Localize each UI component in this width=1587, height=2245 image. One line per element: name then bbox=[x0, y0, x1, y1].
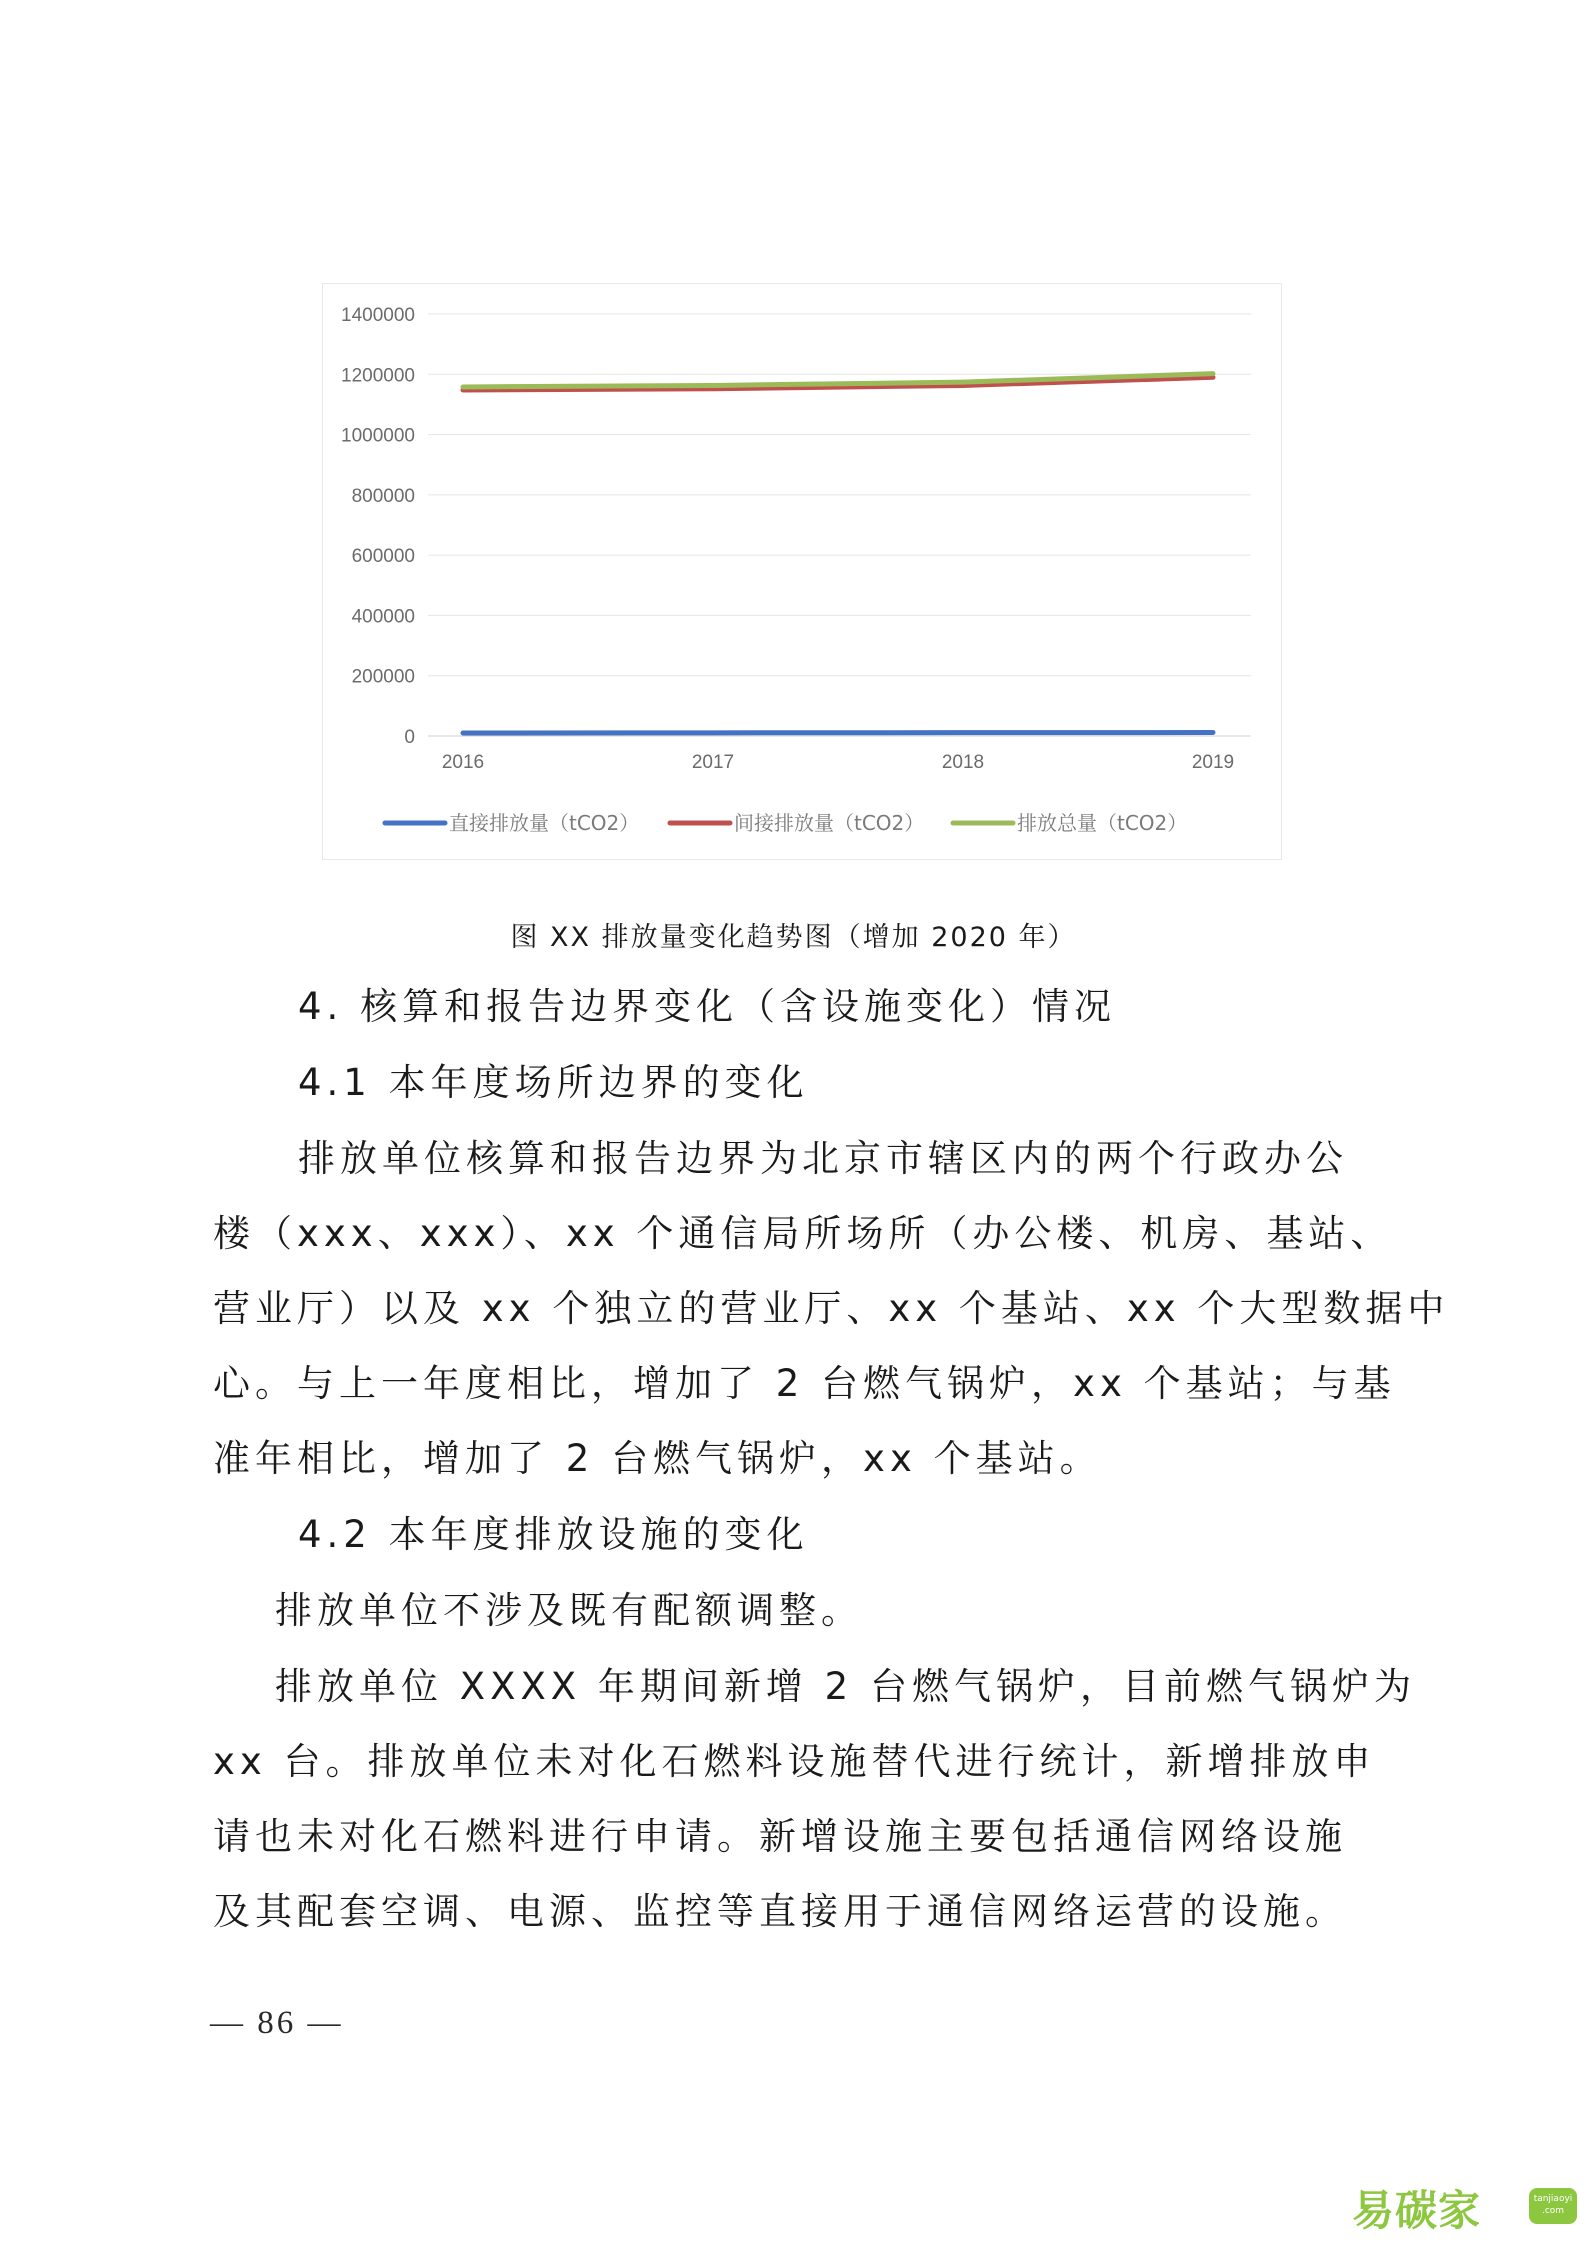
paragraph-line: 准年相比，增加了 2 台燃气锅炉，xx 个基站。 bbox=[213, 1437, 1102, 1480]
paragraph-line: 排放单位核算和报告边界为北京市辖区内的两个行政办公 bbox=[298, 1137, 1348, 1180]
watermark-badge bbox=[1529, 2188, 1577, 2224]
paragraph-line: 请也未对化石燃料进行申请。新增设施主要包括通信网络设施 bbox=[213, 1815, 1347, 1858]
y-tick-label: 200000 bbox=[351, 666, 415, 688]
emissions-trend-chart bbox=[322, 283, 1282, 860]
section-4-2-title: 4.2 本年度排放设施的变化 bbox=[298, 1513, 809, 1556]
paragraph-line: 排放单位 XXXX 年期间新增 2 台燃气锅炉，目前燃气锅炉为 bbox=[275, 1665, 1416, 1708]
y-tick-label: 1000000 bbox=[341, 425, 415, 447]
paragraph-line: 楼（xxx、xxx）、xx 个通信局所场所（办公楼、机房、基站、 bbox=[213, 1212, 1393, 1255]
x-tick-label: 2019 bbox=[1191, 752, 1235, 773]
y-tick-label: 800000 bbox=[351, 485, 415, 507]
y-tick-label: 0 bbox=[404, 727, 415, 748]
paragraph-line: 及其配套空调、电源、监控等直接用于通信网络运营的设施。 bbox=[213, 1890, 1347, 1933]
watermark-badge-line2: .com bbox=[1541, 2206, 1565, 2216]
y-tick-label: 1200000 bbox=[341, 365, 415, 387]
paragraph-line: 营业厅）以及 xx 个独立的营业厅、xx 个基站、xx 个大型数据中 bbox=[213, 1287, 1450, 1330]
watermark-logo bbox=[1352, 2176, 1577, 2236]
chart-canvas bbox=[323, 284, 1281, 859]
y-tick-label: 600000 bbox=[351, 546, 415, 568]
section-4-1-title: 4.1 本年度场所边界的变化 bbox=[298, 1061, 809, 1104]
y-tick-label: 1400000 bbox=[341, 305, 415, 326]
watermark-badge-line1: tanjiaoyi bbox=[1533, 2194, 1573, 2204]
x-tick-label: 2018 bbox=[941, 752, 985, 773]
x-tick-label: 2016 bbox=[441, 752, 485, 773]
page-number: — 86 — bbox=[210, 2005, 344, 2041]
paragraph-line: xx 台。排放单位未对化石燃料设施替代进行统计，新增排放申 bbox=[213, 1740, 1376, 1783]
paragraph-line: 心。与上一年度相比，增加了 2 台燃气锅炉，xx 个基站；与基 bbox=[213, 1362, 1396, 1405]
legend-label-3: 排放总量（tCO2） bbox=[1017, 811, 1188, 835]
x-tick-label: 2017 bbox=[691, 752, 735, 773]
legend-label-1: 直接排放量（tCO2） bbox=[449, 811, 640, 835]
y-tick-label: 400000 bbox=[351, 606, 415, 628]
figure-caption: 图 XX 排放量变化趋势图（增加 2020 年） bbox=[510, 922, 1077, 953]
paragraph-line: 排放单位不涉及既有配额调整。 bbox=[275, 1589, 863, 1632]
watermark-text: 易碳家 bbox=[1352, 2186, 1482, 2235]
legend-label-2: 间接排放量（tCO2） bbox=[734, 811, 925, 835]
section-4-title: 4. 核算和报告边界变化（含设施变化）情况 bbox=[298, 985, 1117, 1028]
